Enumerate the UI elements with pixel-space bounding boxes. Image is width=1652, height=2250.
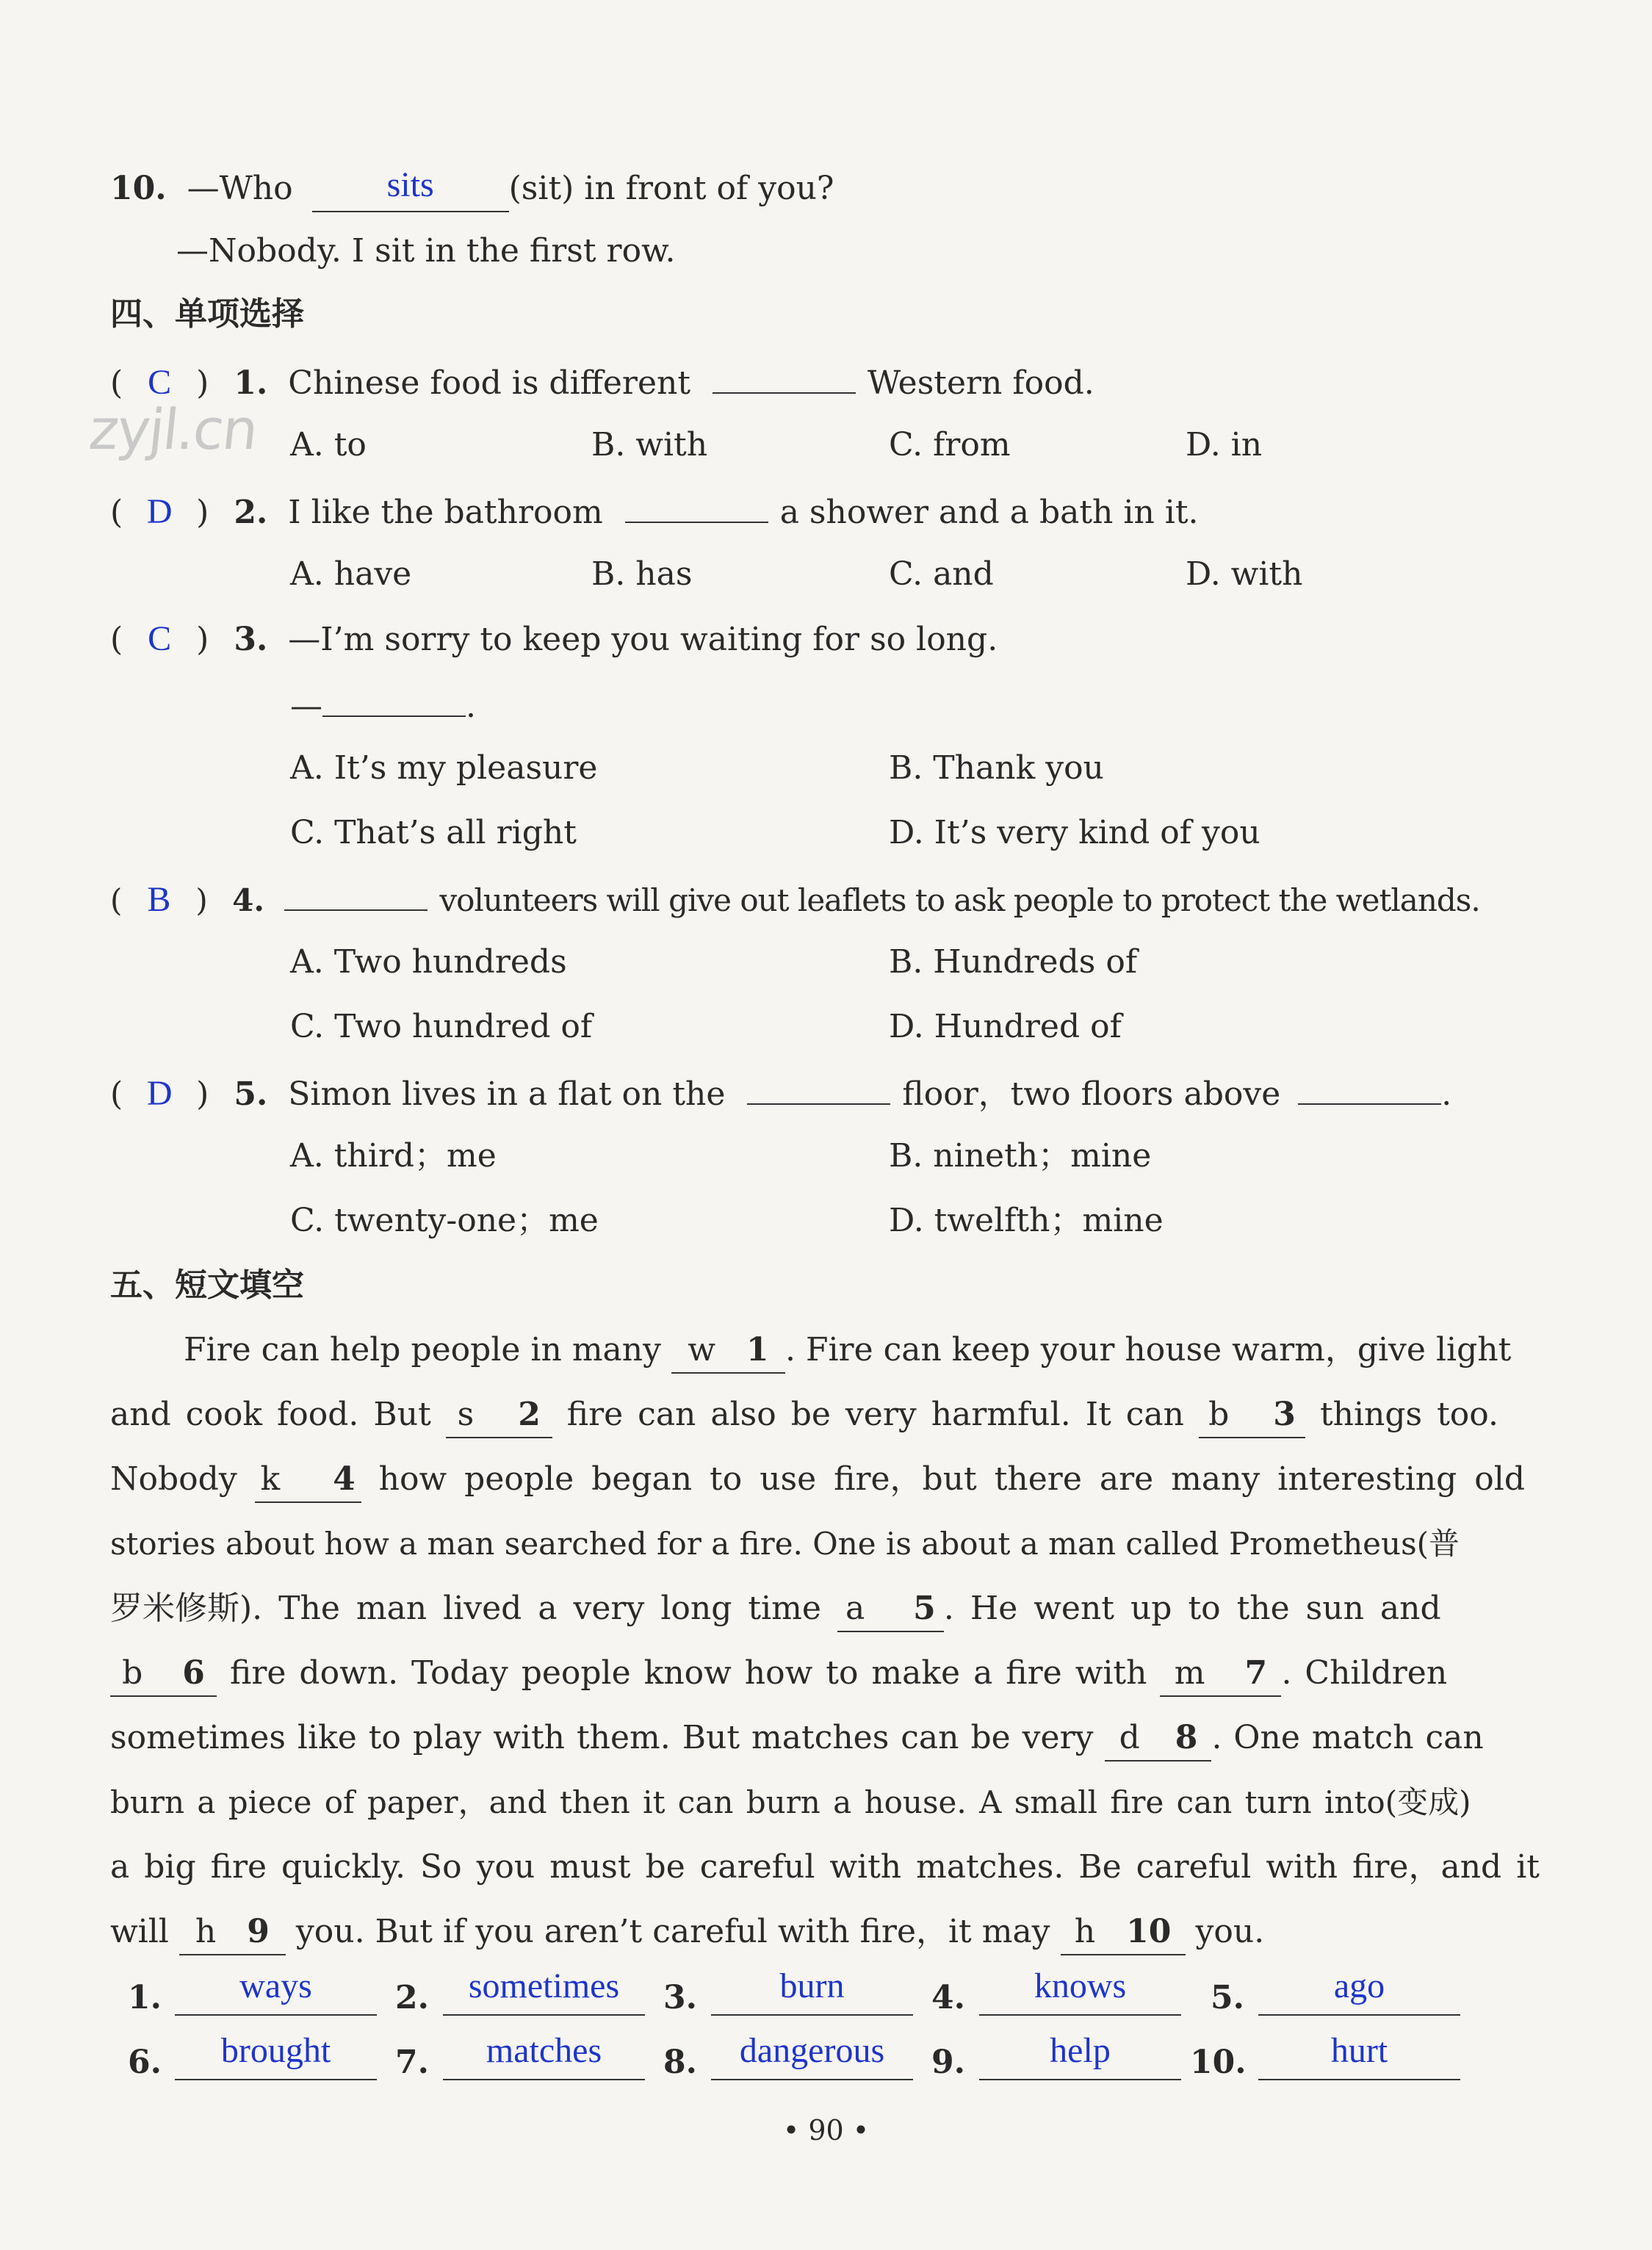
q10-line2: —Nobody. I sit in the first row.	[176, 232, 676, 270]
answer-6-blank[interactable]: brought	[175, 2033, 377, 2080]
s4-q2-option-a: A. have	[290, 555, 412, 593]
page-number: • 90 •	[782, 2114, 870, 2146]
s4-q4-blank[interactable]	[284, 876, 428, 911]
section5-title: 五、短文填空	[110, 1266, 304, 1304]
answer-7-number: 7.	[395, 2044, 429, 2081]
answer-5-blank[interactable]: ago	[1258, 1969, 1460, 2016]
passage-line-4: stories about how a man searched for a fire. One is about a man called Prometheus(普	[110, 1526, 1460, 1562]
s4-q3-reply: — .	[290, 682, 476, 729]
s4-q4-option-b: B. Hundreds of	[889, 943, 1138, 981]
s4-q4-stem: ( B ) 4. volunteers will give out leaflets to ask people to protect the wetlands.	[110, 876, 1480, 923]
passage-gap-6[interactable]: b 6	[110, 1651, 217, 1697]
answer-1-blank[interactable]: ways	[175, 1969, 377, 2016]
passage-gap-4[interactable]: k 4	[255, 1457, 361, 1503]
passage-gap-3[interactable]: b 3	[1199, 1393, 1305, 1438]
q10-number: 10.	[110, 170, 167, 207]
s4-q3-stem: ( C ) 3. —I’m sorry to keep you waiting for so long.	[110, 617, 998, 662]
s4-q5-stem: ( D ) 5. Simon lives in a flat on the floor，two floors above .	[110, 1070, 1451, 1117]
s4-q5-option-c: C. twenty-one；me	[290, 1202, 599, 1239]
answer-1-number: 1.	[128, 1979, 162, 2016]
section4-title: 四、单项选择	[110, 295, 304, 333]
passage-line-10: will h 9 you. But if you aren’t careful with fire，it may h 10 you.	[110, 1910, 1264, 1955]
answer-8-blank[interactable]: dangerous	[711, 2033, 913, 2080]
answer-4-blank[interactable]: knows	[979, 1969, 1181, 2016]
passage-line-1: Fire can help people in many w 1 . Fire can keep your house warm，give light	[184, 1328, 1511, 1374]
s4-q2-blank[interactable]	[625, 488, 768, 523]
s4-q4-option-c: C. Two hundred of	[290, 1008, 593, 1045]
s4-q2-stem: ( D ) 2. I like the bathroom a shower and a bath in it.	[110, 488, 1199, 535]
answer-3-blank[interactable]: burn	[711, 1969, 913, 2016]
answer-10-blank[interactable]: hurt	[1258, 2033, 1460, 2080]
s4-q3-option-a: A. It’s my pleasure	[290, 749, 598, 787]
passage-gap-2[interactable]: s 2	[446, 1393, 552, 1438]
passage-gap-9[interactable]: h 9	[179, 1910, 286, 1955]
s4-q5-answer: D	[146, 1074, 173, 1113]
s4-q1-answer: C	[148, 363, 172, 402]
passage-line-7: sometimes like to play with them. But matches can be very d 8 . One match can	[110, 1716, 1484, 1762]
q10-post: (sit) in front of you?	[508, 170, 834, 207]
s4-q4-option-d: D. Hundred of	[889, 1008, 1122, 1045]
s4-q3-blank[interactable]	[322, 682, 466, 717]
answer-10-number: 10.	[1190, 2044, 1247, 2081]
passage-gap-5[interactable]: a 5	[837, 1587, 944, 1632]
s4-q5-blank-2[interactable]	[1298, 1070, 1441, 1105]
s4-q1-option-b: B. with	[591, 426, 708, 464]
s4-q5-blank-1[interactable]	[747, 1070, 890, 1105]
answer-9-number: 9.	[931, 2044, 965, 2081]
answer-2-blank[interactable]: sometimes	[443, 1969, 645, 2016]
s4-q5-option-d: D. twelfth；mine	[889, 1202, 1164, 1239]
q10-answer: sits	[386, 165, 434, 204]
passage-line-9: a big fire quickly. So you must be careful with matches. Be careful with fire，and it	[110, 1848, 1540, 1886]
answer-8-number: 8.	[663, 2044, 697, 2081]
answer-5-number: 5.	[1211, 1979, 1244, 2016]
s4-q2-option-c: C. and	[889, 555, 994, 593]
q10-blank[interactable]	[312, 166, 509, 212]
s4-q5-option-a: A. third；me	[290, 1137, 497, 1175]
answer-9-blank[interactable]: help	[979, 2033, 1181, 2080]
s4-q3-option-c: C. That’s all right	[290, 814, 577, 851]
s4-q2-option-b: B. has	[591, 555, 693, 593]
s4-q4-option-a: A. Two hundreds	[290, 943, 567, 981]
passage-gap-1[interactable]: w 1	[671, 1328, 785, 1374]
s4-q1-option-c: C. from	[889, 426, 1011, 464]
s4-q3-answer: C	[148, 619, 172, 658]
passage-line-6: b 6 fire down. Today people know how to make a fire with m 7 . Children	[110, 1651, 1447, 1697]
s4-q3-option-b: B. Thank you	[889, 749, 1104, 787]
answer-6-number: 6.	[128, 2044, 162, 2081]
q10-line1	[110, 166, 834, 212]
passage-gap-8[interactable]: d 8	[1105, 1716, 1211, 1762]
answer-7-blank[interactable]: matches	[443, 2033, 645, 2080]
passage-line-8: burn a piece of paper，and then it can burn a house. A small fire can turn into(变成)	[110, 1784, 1471, 1820]
s4-q1-option-a: A. to	[290, 426, 367, 464]
s4-q1-blank[interactable]	[713, 358, 856, 394]
q10-pre: —Who	[187, 170, 293, 207]
answer-2-number: 2.	[395, 1979, 429, 2016]
answer-3-number: 3.	[663, 1979, 697, 2016]
passage-line-2: and cook food. But s 2 fire can also be very harmful. It can b 3 things too.	[110, 1393, 1498, 1438]
s4-q1-stem: ( C ) 1. Chinese food is different Western food.	[110, 358, 1094, 405]
passage-line-3: Nobody k 4 how people began to use fire，but there are many interesting old	[110, 1457, 1525, 1503]
answer-4-number: 4.	[931, 1979, 965, 2016]
s4-q2-answer: D	[146, 492, 173, 531]
passage-line-5: 罗米修斯). The man lived a very long time a 5 . He went up to the sun and	[110, 1587, 1441, 1632]
s4-q2-option-d: D. with	[1186, 555, 1303, 593]
s4-q1-option-d: D. in	[1186, 426, 1263, 464]
watermark: zyjl.cn	[86, 397, 260, 462]
s4-q3-option-d: D. It’s very kind of you	[889, 814, 1260, 851]
s4-q5-option-b: B. nineth；mine	[889, 1137, 1152, 1175]
passage-gap-10[interactable]: h 10	[1061, 1910, 1186, 1955]
passage-gap-7[interactable]: m 7	[1160, 1651, 1281, 1697]
s4-q4-answer: B	[147, 880, 171, 919]
